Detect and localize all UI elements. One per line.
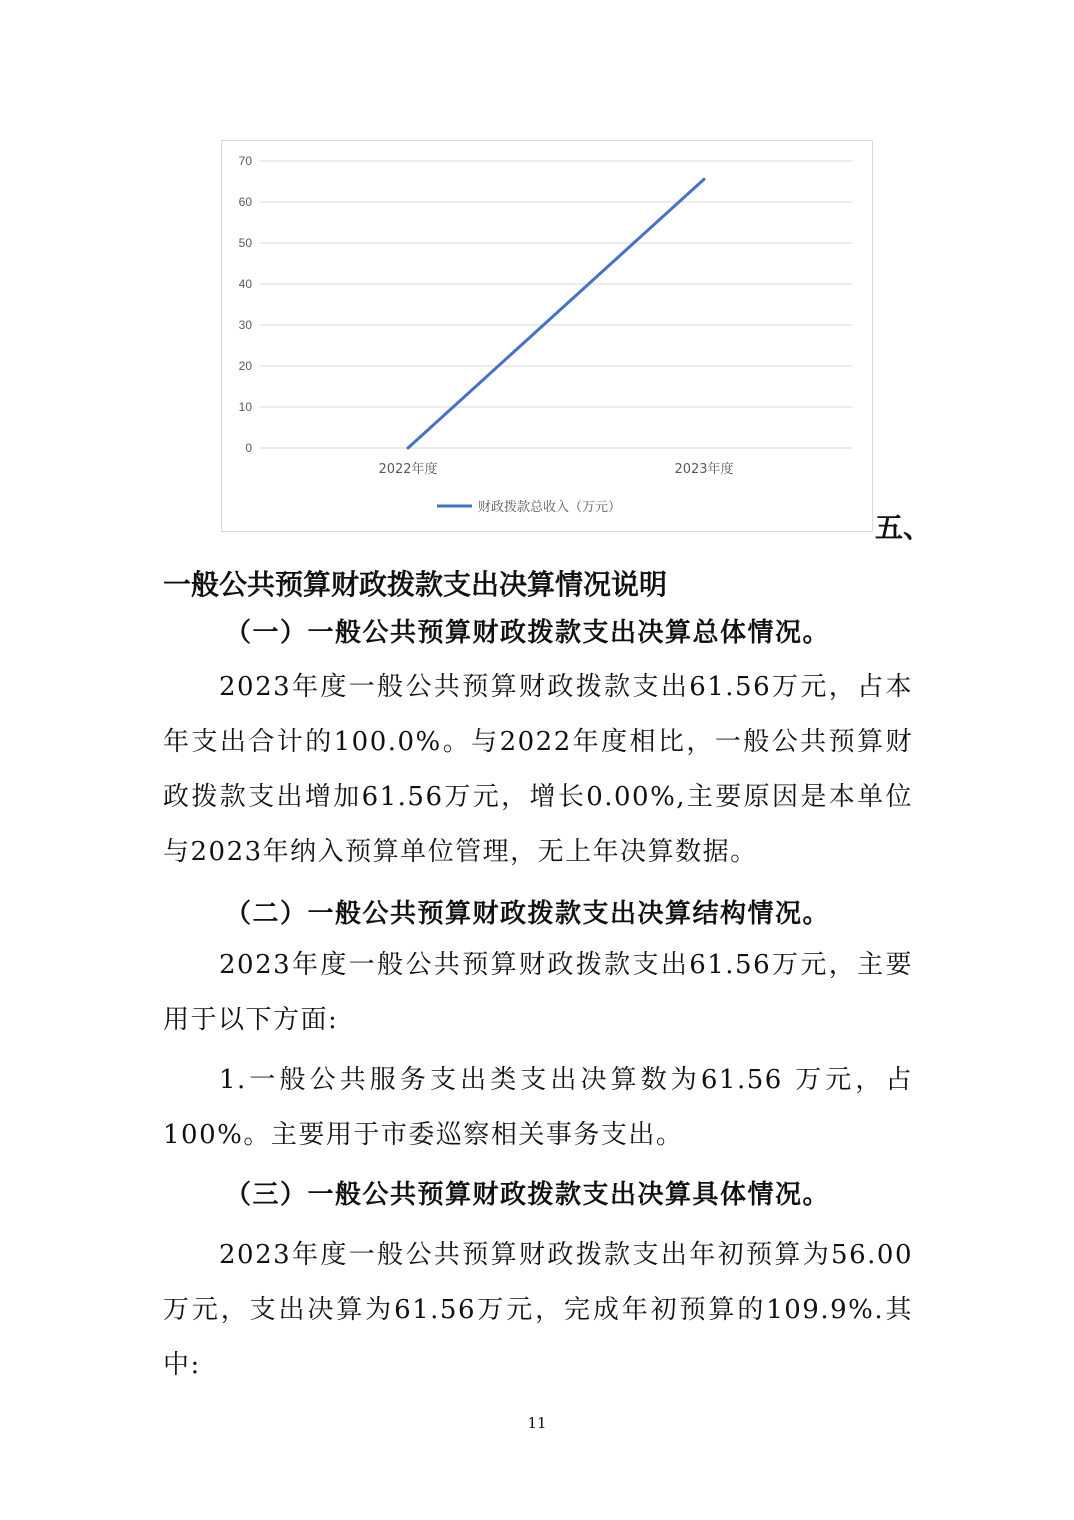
y-tick-label-1: 10 [238,400,252,414]
legend-label-0: 财政拨款总收入（万元） [478,500,622,515]
y-tick-label-2: 20 [238,359,252,373]
y-tick-label-5: 50 [238,236,252,250]
series-line-0 [408,179,704,448]
y-tick-label-4: 40 [238,277,252,291]
paragraph-overall: 2023年度一般公共预算财政拨款支出61.56万元，占本年支出合计的100.0%。与2022年度相比，一般公共预算财政拨款支出增加61.56万元，增长0.00%,主要原因是本单位与2023年纳入预算单位管理，无上年决算数据。 [163,672,913,867]
paragraph-structure: 2023年度一般公共预算财政拨款支出61.56万元，主要用于以下方面: [163,950,913,1035]
subsection-title-2: （二）一般公共预算财政拨款支出决算结构情况。 [225,899,831,929]
subsection-title-3: （三）一般公共预算财政拨款支出决算具体情况。 [225,1180,831,1210]
x-tick-label-1: 2023年度 [674,462,734,477]
paragraph-general-services: 1.一般公共服务支出类支出决算数为61.56 万元，占100%。主要用于市委巡察相关事务支出。 [163,1065,913,1150]
line-chart [221,140,873,532]
page-number: 11 [527,1414,547,1432]
data-point-0-0 [407,447,410,450]
subsection-title-1: （一）一般公共预算财政拨款支出决算总体情况。 [225,618,831,648]
data-point-0-1 [703,178,706,181]
y-tick-label-3: 30 [238,318,252,332]
y-tick-label-6: 60 [238,195,252,209]
paragraph-detail: 2023年度一般公共预算财政拨款支出年初预算为56.00万元，支出决算为61.56万元，完成年初预算的109.9%.其中: [163,1240,913,1380]
y-tick-label-0: 0 [245,441,252,455]
chart-svg [222,141,872,531]
y-tick-label-7: 70 [238,154,252,168]
x-tick-label-0: 2022年度 [378,462,438,477]
section-number: 五、 [875,511,932,544]
section-title: 一般公共预算财政拨款支出决算情况说明 [163,568,668,601]
